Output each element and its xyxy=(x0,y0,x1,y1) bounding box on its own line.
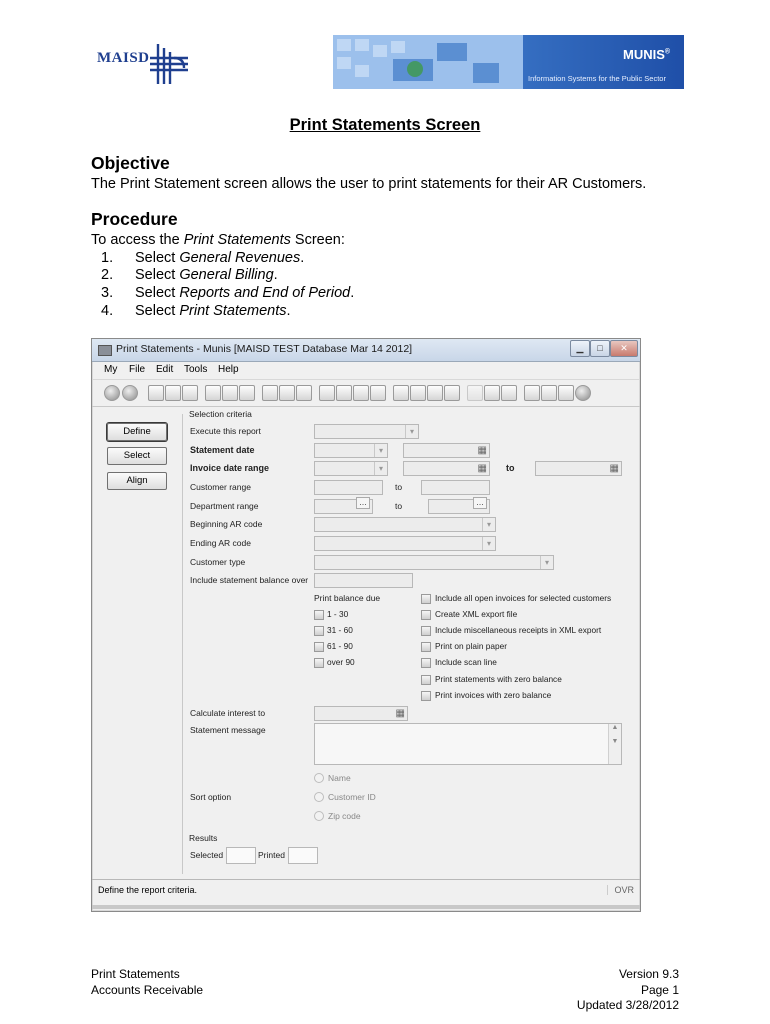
pdf-icon[interactable] xyxy=(353,385,369,401)
window-titlebar xyxy=(92,339,640,362)
select-button[interactable]: Select xyxy=(107,447,167,465)
accept-icon[interactable] xyxy=(104,385,120,401)
printed-count-field xyxy=(288,847,318,864)
ending-ar-select[interactable] xyxy=(314,536,496,551)
update-icon[interactable] xyxy=(279,385,295,401)
statement-date-label: Statement date xyxy=(190,445,255,455)
procedure-step: 2. Select General Billing. xyxy=(101,267,278,283)
maisd-logo-mark xyxy=(150,42,190,86)
balance-31-60-checkbox[interactable] xyxy=(314,626,324,636)
delete-icon[interactable] xyxy=(296,385,312,401)
window-bottom-edge xyxy=(92,905,640,909)
menu-tools[interactable]: Tools xyxy=(184,364,208,375)
option-checkbox-label: Print on plain paper xyxy=(435,641,507,651)
munis-banner-pattern xyxy=(333,35,523,89)
favorite-icon[interactable] xyxy=(524,385,540,401)
footer-left-line1: Print Statements xyxy=(91,967,180,981)
footer-version: Version 9.3 xyxy=(618,967,679,981)
minimize-button[interactable]: ▁ xyxy=(570,340,590,357)
align-button[interactable]: Align xyxy=(107,472,167,490)
print-balance-due-label: Print balance due xyxy=(314,593,381,603)
report-form xyxy=(184,407,630,877)
procedure-step: 3. Select Reports and End of Period. xyxy=(101,285,355,301)
sort-customer-id-radio[interactable] xyxy=(314,792,324,802)
spreadsheet-icon[interactable] xyxy=(444,385,460,401)
balance-checkbox-label: 61 - 90 xyxy=(327,641,353,651)
tip-icon[interactable] xyxy=(541,385,557,401)
option-checkbox-label: Create XML export file xyxy=(435,609,518,619)
customer-to-field[interactable] xyxy=(421,480,490,495)
page-title: Print Statements Screen xyxy=(289,116,481,134)
balance-checkbox-label: 31 - 60 xyxy=(327,625,353,635)
department-from-field[interactable] xyxy=(314,499,373,514)
customer-type-label: Customer type xyxy=(190,557,246,567)
sort-zip-code-radio[interactable] xyxy=(314,811,324,821)
printed-label: Printed xyxy=(258,850,285,860)
add-icon[interactable] xyxy=(262,385,278,401)
ending-ar-label: Ending AR code xyxy=(190,538,251,548)
execute-label: Execute this report xyxy=(190,426,261,436)
excel-icon[interactable] xyxy=(410,385,426,401)
selected-label: Selected xyxy=(190,850,224,860)
menu-file[interactable]: File xyxy=(129,364,146,375)
calculate-interest-field[interactable] xyxy=(314,706,408,721)
sort-option-label-heading: Sort option xyxy=(190,792,232,802)
munis-logo-name: MUNIS® xyxy=(623,47,671,62)
include-misc-receipts-checkbox[interactable] xyxy=(421,626,431,636)
customer-from-field[interactable] xyxy=(314,480,383,495)
print-statements-window xyxy=(91,338,641,912)
objective-text: The Print Statement screen allows the user to print statements for their AR Customers. xyxy=(91,176,647,192)
browse-icon[interactable] xyxy=(222,385,238,401)
maximize-button[interactable]: □ xyxy=(590,340,610,357)
action-panel xyxy=(98,414,183,874)
results-label: Results xyxy=(189,833,218,843)
save-icon[interactable] xyxy=(370,385,386,401)
search-icon[interactable] xyxy=(205,385,221,401)
option-checkbox-label: Print statements with zero balance xyxy=(435,674,562,684)
word-icon[interactable] xyxy=(427,385,443,401)
scrollbar[interactable]: ▲ ▼ xyxy=(608,724,621,764)
settings-icon[interactable] xyxy=(558,385,574,401)
execute-select[interactable] xyxy=(314,424,419,439)
balance-over-90-checkbox[interactable] xyxy=(314,658,324,668)
include-balance-over-field[interactable] xyxy=(314,573,413,588)
procedure-intro: To access the Print Statements Screen: xyxy=(91,232,345,248)
status-bar xyxy=(92,879,640,902)
statement-date-field[interactable] xyxy=(403,443,490,458)
munis-logo-banner xyxy=(333,35,684,89)
zero-balance-invoices-checkbox[interactable] xyxy=(421,691,431,701)
invoice-date-select[interactable] xyxy=(314,461,388,476)
window-title: Print Statements - Munis [MAISD TEST Database Mar 14 2012] xyxy=(116,343,413,355)
balance-checkbox-label: 1 - 30 xyxy=(327,609,349,619)
procedure-step: 4. Select Print Statements. xyxy=(101,303,291,319)
balance-61-90-checkbox[interactable] xyxy=(314,642,324,652)
selected-count-field xyxy=(226,847,256,864)
attach-icon[interactable] xyxy=(467,385,483,401)
invoice-date-to-label: to xyxy=(506,463,515,473)
invoice-date-range-label: Invoice date range xyxy=(190,463,270,473)
print-preview-icon[interactable] xyxy=(239,385,255,401)
customer-range-label: Customer range xyxy=(190,482,251,492)
footer-page: Page 1 xyxy=(640,983,679,997)
statement-date-select[interactable] xyxy=(314,443,388,458)
balance-checkbox-label: over 90 xyxy=(327,657,355,667)
plain-paper-checkbox[interactable] xyxy=(421,642,431,652)
customer-type-select[interactable] xyxy=(314,555,554,570)
option-checkbox-label: Print invoices with zero balance xyxy=(435,690,552,700)
menu-bar xyxy=(92,362,640,378)
create-xml-checkbox[interactable] xyxy=(421,610,431,620)
footer-updated: Updated 3/28/2012 xyxy=(576,998,679,1012)
status-text: Define the report criteria. xyxy=(98,885,198,895)
sort-option-label: Zip code xyxy=(328,811,361,821)
statement-message-field[interactable] xyxy=(314,723,622,765)
invoice-date-from-field[interactable] xyxy=(403,461,490,476)
scan-icon[interactable] xyxy=(501,385,517,401)
sort-option-label: Name xyxy=(328,773,351,783)
munis-logo-tagline: Information Systems for the Public Sector xyxy=(528,74,666,83)
department-range-label: Department range xyxy=(190,501,259,511)
paste-icon[interactable] xyxy=(182,385,198,401)
selection-criteria-label: Selection criteria xyxy=(189,409,252,419)
zero-balance-statements-checkbox[interactable] xyxy=(421,675,431,685)
procedure-heading: Procedure xyxy=(91,209,178,229)
customer-to-label: to xyxy=(395,482,403,492)
beginning-ar-select[interactable] xyxy=(314,517,496,532)
invoice-date-to-field[interactable] xyxy=(535,461,622,476)
copy-icon[interactable] xyxy=(165,385,181,401)
option-checkbox-label: Include miscellaneous receipts in XML export xyxy=(435,625,602,635)
department-to-label: to xyxy=(395,501,403,511)
cut-icon[interactable] xyxy=(148,385,164,401)
department-to-field[interactable] xyxy=(428,499,490,514)
close-button[interactable]: ✕ xyxy=(610,340,638,357)
menu-my[interactable]: My xyxy=(104,364,118,375)
sort-name-radio[interactable] xyxy=(314,773,324,783)
menu-help[interactable]: Help xyxy=(218,364,239,375)
app-icon xyxy=(98,345,112,356)
define-button[interactable]: Define xyxy=(107,423,167,441)
toolbar xyxy=(92,379,640,407)
output-icon[interactable] xyxy=(319,385,335,401)
email-icon[interactable] xyxy=(393,385,409,401)
preview-icon[interactable] xyxy=(336,385,352,401)
include-balance-over-label: Include statement balance over xyxy=(190,575,309,585)
cancel-icon[interactable] xyxy=(122,385,138,401)
maisd-logo-text: MAISD xyxy=(97,50,150,66)
include-open-invoices-checkbox[interactable] xyxy=(421,594,431,604)
scan-line-checkbox[interactable] xyxy=(421,658,431,668)
calculate-interest-label: Calculate interest to xyxy=(190,708,266,718)
option-checkbox-label: Include all open invoices for selected customers xyxy=(435,593,612,603)
notes-icon[interactable] xyxy=(484,385,500,401)
beginning-ar-label: Beginning AR code xyxy=(190,519,263,529)
menu-edit[interactable]: Edit xyxy=(156,364,174,375)
procedure-step: 1. Select General Revenues. xyxy=(101,250,305,266)
sort-option-label: Customer ID xyxy=(328,792,376,802)
statement-message-label: Statement message xyxy=(190,725,266,735)
help-icon[interactable] xyxy=(575,385,591,401)
balance-1-30-checkbox[interactable] xyxy=(314,610,324,620)
objective-heading: Objective xyxy=(91,153,170,173)
option-checkbox-label: Include scan line xyxy=(435,657,497,667)
footer-left-line2: Accounts Receivable xyxy=(91,983,204,997)
status-mode: OVR xyxy=(607,885,634,895)
